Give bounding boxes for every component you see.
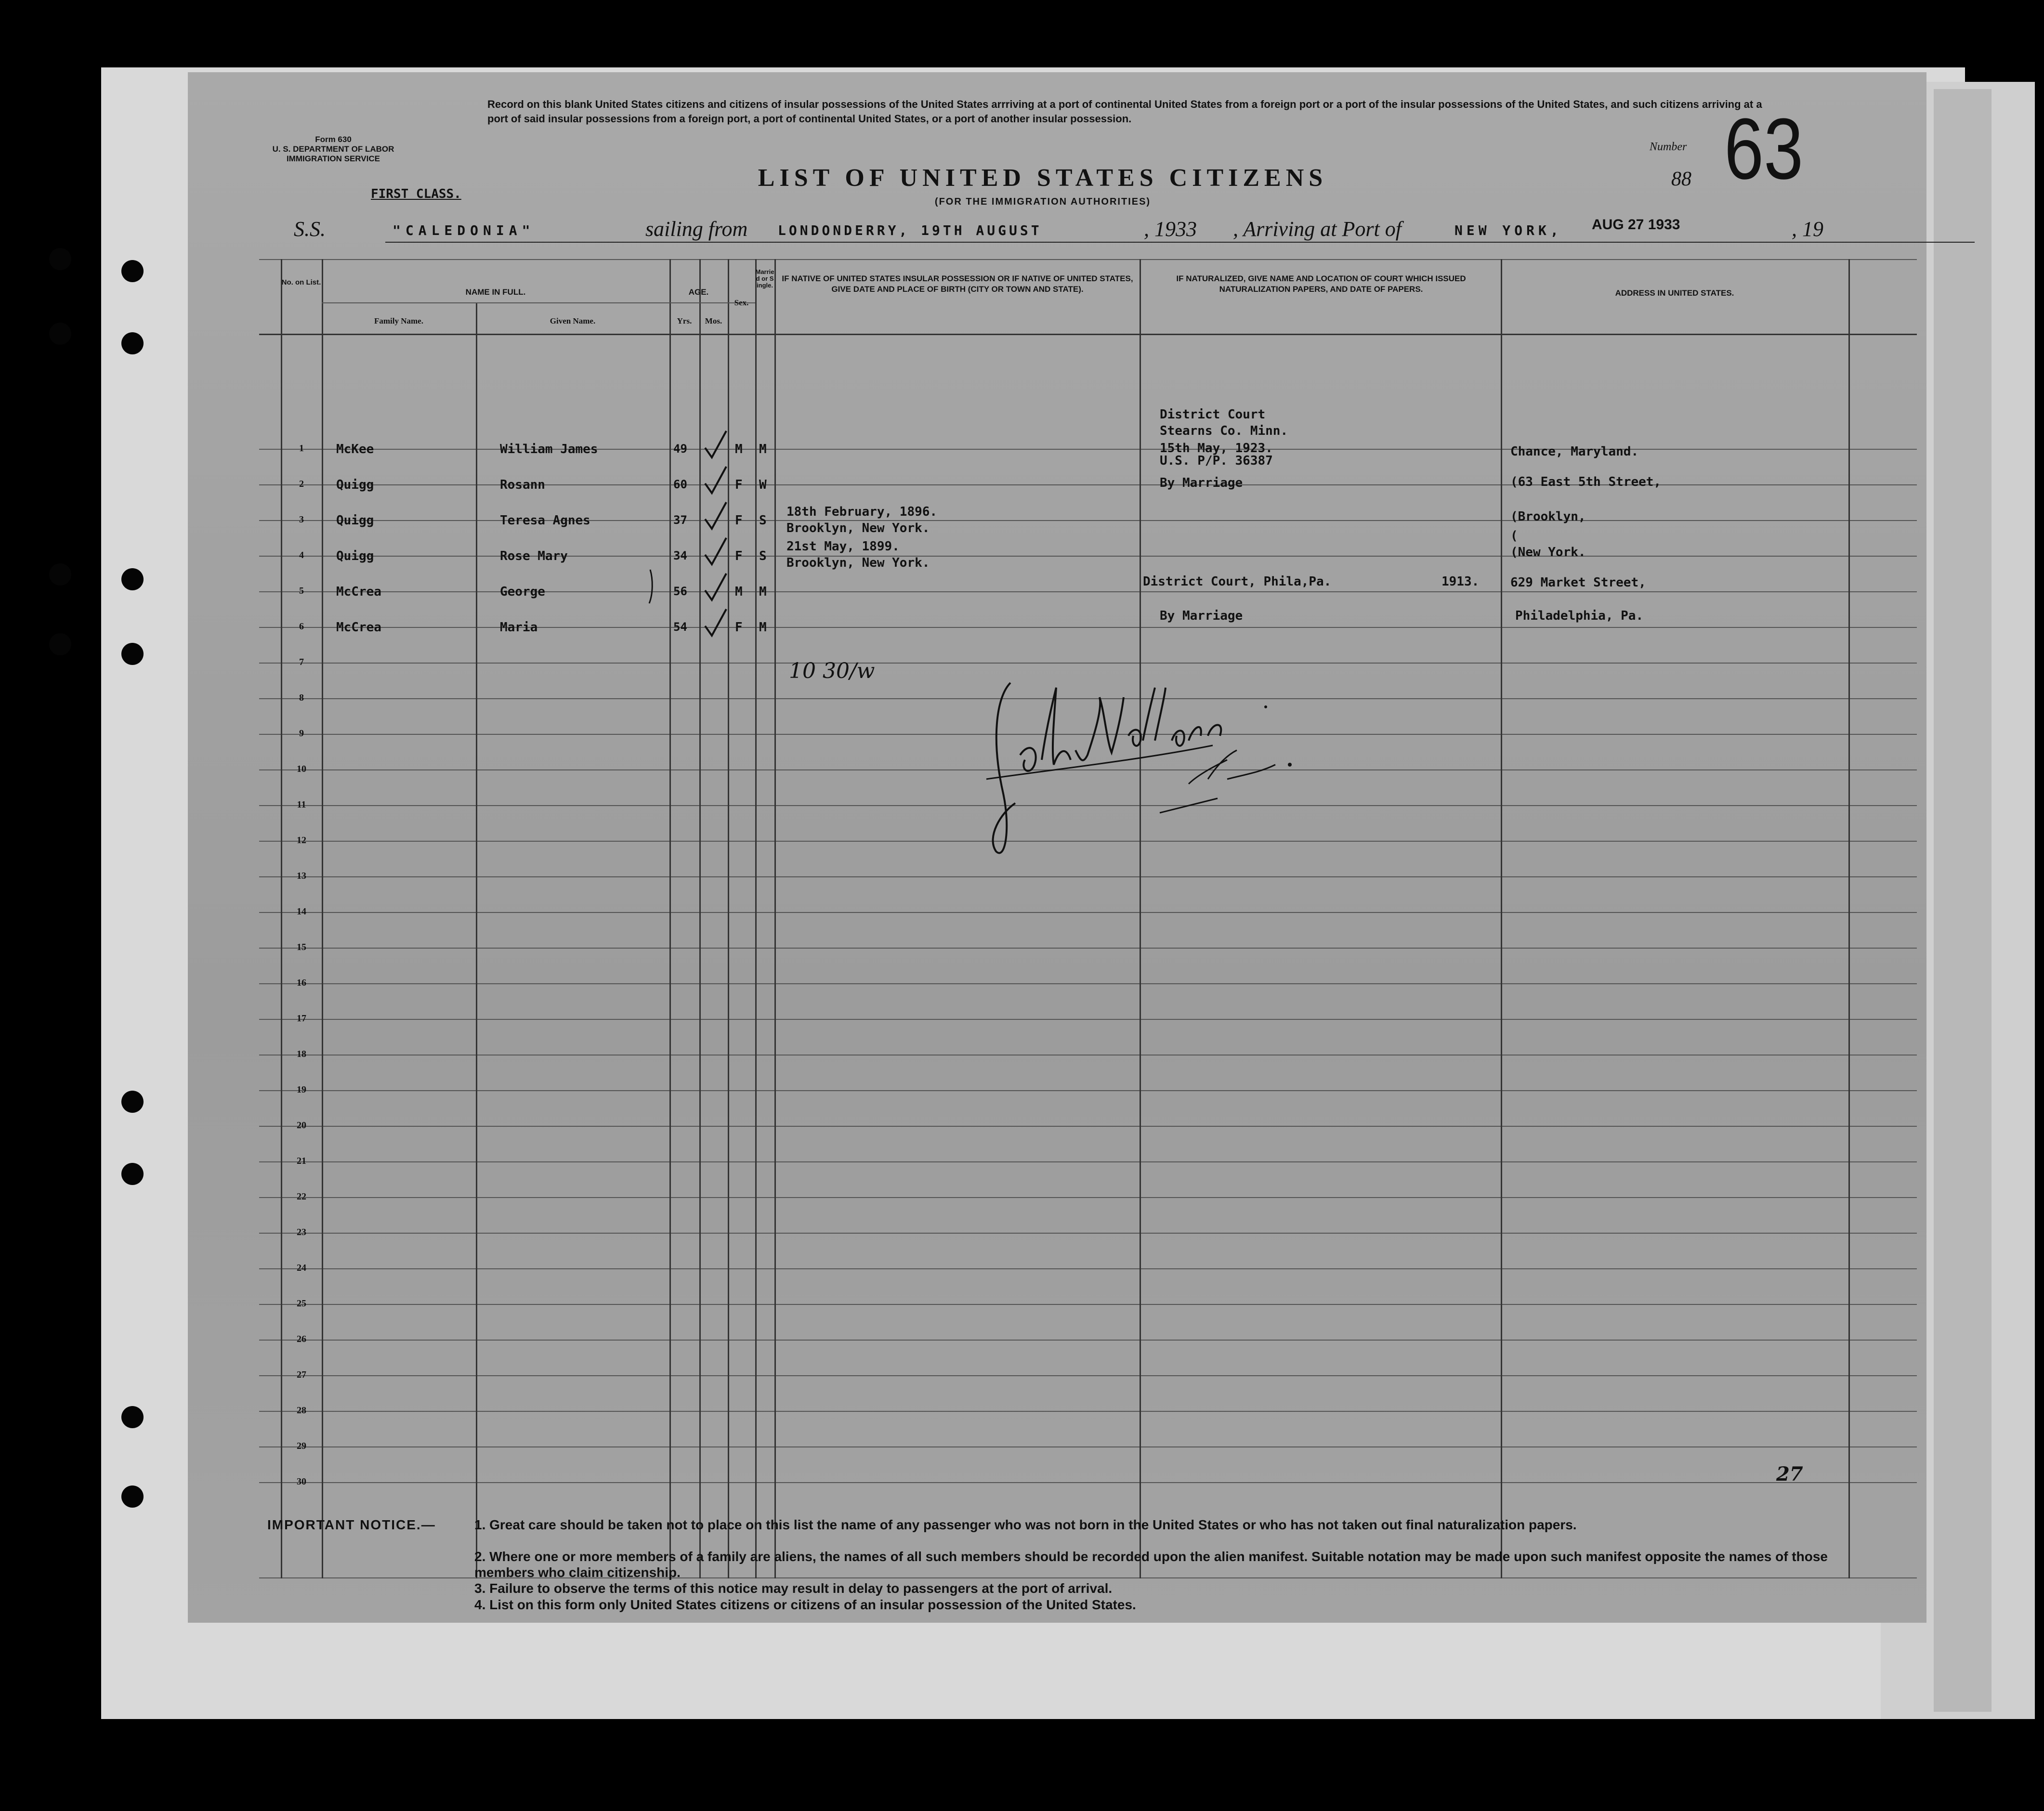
column-divider (1140, 259, 1141, 1578)
address-line: (Brooklyn, (1510, 509, 1586, 524)
binder-strip-shadow (1934, 89, 1992, 1712)
row-rule (259, 876, 1917, 877)
naturalization-note: By Marriage (1160, 609, 1243, 623)
address-line: Philadelphia, Pa. (1515, 609, 1644, 623)
row-number: 27 (297, 1369, 306, 1380)
arriving-label: , Arriving at Port of (1233, 217, 1402, 241)
family-name: McKee (336, 442, 374, 456)
age-years: 37 (673, 513, 687, 527)
row-rule (259, 948, 1917, 949)
check-mark-icon (701, 464, 730, 498)
notice-item: 4. List on this form only United States citizens or citizens of an insular possession of the United States. (474, 1597, 1136, 1612)
binder-hole (121, 1163, 144, 1185)
col-header-birth: IF NATIVE OF UNITED STATES INSULAR POSSESSION OR IF NATIVE OF UNITED STATES, GIVE DATE AND PLACE OF BIRTH (CITY OR TOWN AND STATE). (782, 274, 1133, 294)
given-name: Rosann (500, 478, 545, 492)
given-name: George (500, 585, 545, 599)
row-number: 15 (297, 942, 306, 952)
check-mark-icon (701, 535, 730, 569)
binder-hole (121, 260, 144, 282)
row-number: 17 (297, 1013, 306, 1024)
row-rule (259, 912, 1917, 913)
row-number: 8 (299, 692, 304, 703)
col-header-naturalization: IF NATURALIZED, GIVE NAME AND LOCATION OF COURT WHICH ISSUED NATURALIZATION PAPERS, AND DATE OF PAPERS. (1176, 274, 1466, 294)
marital-status: W (759, 478, 767, 492)
address-line: ( (1510, 529, 1518, 543)
marital-status: S (759, 513, 767, 528)
sex: F (735, 549, 743, 563)
given-name: Teresa Agnes (500, 513, 590, 528)
column-divider (281, 259, 282, 1578)
check-mark-icon (701, 429, 730, 462)
notice-item: 2. Where one or more members of a family are aliens, the names of all such members should be recorded upon the alien manifest. Suitable notation may be made upon such manifest opposite the names of those members who claim citizenship. (474, 1549, 1828, 1580)
row-number: 28 (297, 1405, 306, 1416)
ship-name: "CALEDONIA" (393, 222, 535, 238)
row-number: 26 (297, 1334, 306, 1344)
column-divider (322, 259, 323, 1578)
row-rule (259, 1019, 1917, 1020)
row-number: 1 (299, 443, 304, 454)
header-bottom-rule (259, 334, 1917, 335)
col-header-marital: Married or Single. (755, 268, 774, 289)
age-years: 34 (673, 549, 687, 562)
form-identifier (256, 135, 410, 164)
marital-status: S (759, 549, 767, 563)
col-header-address: ADDRESS IN UNITED STATES. (1615, 288, 1734, 298)
row-number: 7 (299, 657, 304, 667)
family-name: McCrea (336, 585, 381, 599)
binder-hole (49, 248, 71, 270)
family-name: Quigg (336, 478, 374, 492)
row-rule (259, 1304, 1917, 1305)
row-rule (259, 1090, 1917, 1091)
notice-item: 3. Failure to observe the terms of this notice may result in delay to passengers at the port of arrival. (474, 1581, 1113, 1596)
age-years: 56 (673, 585, 687, 598)
row-number: 6 (299, 621, 304, 632)
naturalization-year: 1913. (1441, 574, 1480, 589)
row-number: 20 (297, 1120, 306, 1131)
row-number: 19 (297, 1084, 306, 1095)
binder-hole (121, 1091, 144, 1113)
sex: F (735, 478, 743, 492)
row-number: 22 (297, 1191, 306, 1202)
handwritten-bracket (644, 567, 659, 606)
row-number: 21 (297, 1156, 306, 1166)
row-number: 2 (299, 479, 304, 489)
marital-status: M (759, 442, 767, 456)
naturalization-note: By Marriage (1160, 476, 1243, 490)
binder-hole (49, 563, 71, 586)
class-label: FIRST CLASS. (371, 187, 461, 201)
sex: F (735, 620, 743, 635)
naturalization-court: District Court (1160, 407, 1266, 422)
col-header-given: Given Name. (550, 316, 596, 326)
row-number: 3 (299, 514, 304, 525)
column-divider (699, 259, 701, 1578)
address-line: (63 East 5th Street, (1510, 475, 1662, 489)
family-name: Quigg (336, 513, 374, 528)
row-number: 9 (299, 728, 304, 739)
row-number: 24 (297, 1263, 306, 1273)
check-mark-icon (701, 607, 730, 640)
number-label: Number (1650, 141, 1687, 153)
row-rule (259, 1197, 1917, 1198)
list-number: 63 (1724, 101, 1804, 197)
column-divider (1848, 259, 1850, 1578)
family-name: Quigg (336, 549, 374, 563)
inspector-signature (957, 668, 1304, 871)
sailing-from: LONDONDERRY, 19TH AUGUST (778, 222, 1042, 238)
col-header-yrs: Yrs. (677, 316, 692, 326)
col-header-name: NAME IN FULL. (465, 287, 526, 297)
arriving-port: NEW YORK, (1454, 222, 1562, 238)
birth-place: Brooklyn, New York. (786, 556, 930, 570)
age-years: 49 (673, 442, 687, 456)
intro-text: Record on this blank United States citizens and citizens of insular possessions of the United States arrriving at a port of continental United States from a foreign port or a port of the insular possessions of the United States, and such citizens arriving at a port of said insular possessions from a foreign port, a port of continental United States, or a port of another insular possession. (487, 98, 1762, 125)
col-header-sex: Sex. (734, 298, 749, 307)
age-years: 60 (673, 478, 687, 491)
department-name: U. S. DEPARTMENT OF LABOR (272, 144, 394, 154)
row-number: 13 (297, 871, 306, 881)
year-suffix: , 19 (1792, 217, 1823, 241)
column-divider (755, 259, 757, 1578)
given-name: William James (500, 442, 598, 456)
header-subdivider (322, 302, 755, 303)
row-number: 16 (297, 977, 306, 988)
row-rule (259, 1233, 1917, 1234)
ss-label: S.S. (294, 217, 326, 241)
check-mark-icon (701, 500, 730, 534)
voyage-underline (385, 242, 1975, 243)
sex: F (735, 513, 743, 528)
row-rule (259, 1375, 1917, 1376)
address-line: 629 Market Street, (1510, 575, 1646, 590)
given-name: Maria (500, 620, 538, 635)
row-number: 10 (297, 764, 306, 774)
sailing-label: sailing from (645, 217, 748, 241)
binder-hole (121, 643, 144, 665)
naturalization-passport: U.S. P/P. 36387 (1160, 454, 1273, 468)
notice-heading: IMPORTANT NOTICE.— (267, 1517, 436, 1532)
binder-hole (49, 323, 71, 345)
column-divider (774, 259, 776, 1578)
col-header-family: Family Name. (374, 316, 423, 326)
row-number: 4 (299, 550, 304, 560)
marital-status: M (759, 585, 767, 599)
form-number: Form 630 (315, 135, 352, 144)
row-rule (259, 1161, 1917, 1162)
birth-date: 21st May, 1899. (786, 539, 900, 554)
birth-date: 18th February, 1896. (786, 505, 938, 519)
row-number: 11 (297, 799, 306, 810)
col-header-no: No. on List. (281, 278, 321, 287)
row-rule (259, 983, 1917, 984)
birth-place: Brooklyn, New York. (786, 521, 930, 535)
given-name: Rose Mary (500, 549, 568, 563)
naturalization-location: Stearns Co. Minn. (1160, 424, 1288, 438)
row-rule (259, 1268, 1917, 1269)
notice-item: 1. Great care should be taken not to place on this list the name of any passenger who was not born in the United States or who has not taken out final naturalization papers. (474, 1517, 1577, 1532)
column-divider (1501, 259, 1502, 1578)
row-rule (259, 663, 1917, 664)
column-divider (476, 302, 477, 1578)
row-number: 30 (297, 1476, 306, 1487)
handwritten-time-note: 10 30/w (789, 659, 875, 683)
row-number: 23 (297, 1227, 306, 1238)
binder-hole (121, 568, 144, 590)
naturalization-date: 15th May, 1923. (1160, 441, 1273, 456)
col-header-age: AGE. (688, 287, 709, 297)
age-years: 54 (673, 620, 687, 634)
binder-hole (49, 633, 71, 655)
passenger-table (259, 259, 1917, 1578)
row-rule (259, 259, 1917, 260)
row-rule (259, 1446, 1917, 1447)
binder-hole (121, 332, 144, 354)
row-number: 5 (299, 586, 304, 596)
service-name: IMMIGRATION SERVICE (287, 154, 380, 163)
row-rule (259, 1340, 1917, 1341)
column-divider (669, 259, 671, 1578)
address-line: Chance, Maryland. (1510, 444, 1639, 459)
row-rule (259, 1482, 1917, 1483)
handwritten-page-count: 27 (1776, 1463, 1803, 1485)
arrival-stamp: AUG 27 1933 (1592, 217, 1680, 233)
row-rule (259, 1411, 1917, 1412)
marital-status: M (759, 620, 767, 635)
page-subtitle: (FOR THE IMMIGRATION AUTHORITIES) (934, 196, 1151, 207)
row-number: 25 (297, 1298, 306, 1309)
binder-hole (121, 1406, 144, 1428)
row-number: 12 (297, 835, 306, 846)
family-name: McCrea (336, 620, 381, 635)
row-number: 14 (297, 906, 306, 917)
naturalization-court: District Court, Phila,Pa. (1143, 574, 1332, 589)
row-number: 18 (297, 1049, 306, 1059)
sex: M (735, 585, 743, 599)
col-header-mos: Mos. (705, 316, 722, 326)
row-rule (259, 1126, 1917, 1127)
manifest-form (188, 72, 1926, 1623)
sailing-year: , 1933 (1144, 217, 1197, 241)
binder-hole (121, 1485, 144, 1508)
list-sub-number: 88 (1671, 168, 1691, 190)
check-mark-icon (701, 571, 730, 605)
row-number: 29 (297, 1441, 306, 1451)
sex: M (735, 442, 743, 456)
page-title: LIST OF UNITED STATES CITIZENS (758, 164, 1328, 192)
address-line: (New York. (1510, 545, 1586, 560)
